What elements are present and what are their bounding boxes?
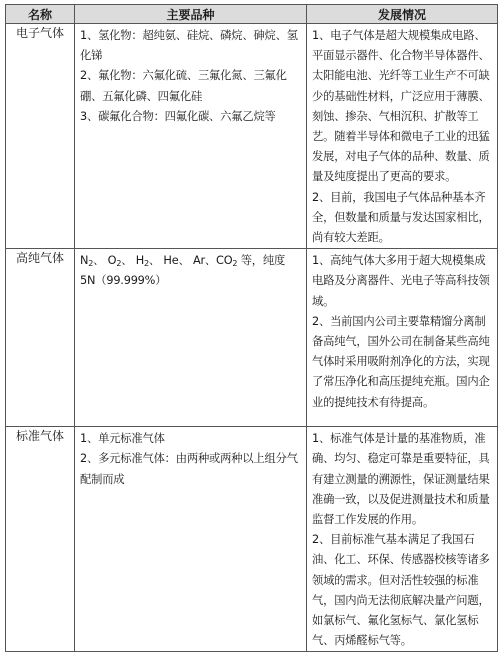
development-item: 1、高纯气体大多用于超大规模集成电路及分离器件、光电子等高科技领域。 — [312, 254, 490, 308]
variety-item: 1、氢化物：超纯氨、硅烷、磷烷、砷烷、氢化锑 — [80, 29, 298, 63]
row-name: 电子气体 — [6, 24, 75, 249]
development-cell — [307, 427, 498, 652]
varieties-cell — [75, 24, 307, 249]
row-name: 高纯气体 — [6, 249, 75, 427]
header-name: 名称 — [6, 5, 75, 24]
development-cell — [307, 24, 498, 249]
purity-text: 等，纯度 5N（99.999%） — [80, 254, 286, 288]
development-item: 2、目前，我国电子气体品种基本齐全，但数量和质量与发达国家相比，尚有较大差距。 — [312, 190, 490, 245]
variety-item: 2、多元标准气体：由两种或两种以上组分气配制而成 — [80, 452, 298, 486]
subscript: 2 — [116, 259, 122, 269]
variety-item: 2、氟化物：六氟化硫、三氟化氮、三氟化硼、五氟化磷、四氟化硅 — [80, 69, 287, 103]
formula-n2: N — [80, 254, 89, 268]
varieties-cell — [75, 249, 307, 427]
development-item: 2、目前标准气基本满足了我国石油、化工、环保、传感器校核等诸多领域的需求。但对活性较强的标准气，国内尚无法彻底解决量产问题，如氯标气、氟化氢标气、氯化氢标气、丙烯醛标气等。 — [312, 533, 490, 648]
subscript: 2 — [232, 259, 238, 269]
header-row — [6, 5, 498, 24]
formula-co2: 、 He、 Ar、CO — [148, 254, 233, 268]
development-cell — [307, 249, 498, 427]
variety-item: 3、碳氟化合物：四氟化碳、六氟乙烷等 — [80, 109, 276, 123]
table-row — [6, 427, 498, 652]
development-item: 1、电子气体是超大规模集成电路、平面显示器件、化合物半导体器件、太阳能电池、光纤等工业生产不可缺少的基础性材料，广泛应用于薄膜、刻蚀、掺杂、气相沉积、扩散等工艺。随着半导体和微电子工业的迅猛发展，对电子气体的品种、数量、质量及纯度提出了更高的要求。 — [312, 29, 490, 184]
development-item: 2、当前国内公司主要靠精馏分离制备高纯气，国外公司在制备某些高纯气体时采用吸附剂净化的方法，实现了常压净化和高压提纯充瓶。国内企业的提纯技术有待提高。 — [312, 314, 490, 409]
subscript: 2 — [88, 259, 94, 269]
variety-item — [80, 251, 303, 291]
gas-table — [5, 4, 498, 652]
formula-h2: 、 H — [121, 254, 145, 268]
table-row — [6, 249, 498, 427]
development-item: 1、标准气体是计量的基准物质，准确、均匀、稳定可靠是重要特征，具有建立测量的溯源性，保证测量结果准确一致，以及促进测量技术和质量监督工作发展的作用。 — [312, 432, 490, 527]
variety-item: 1、单元标准气体 — [80, 432, 165, 446]
varieties-cell — [75, 427, 307, 652]
formula-o2: 、 O — [93, 254, 117, 268]
header-development: 发展情况 — [307, 5, 498, 24]
table-row — [6, 24, 498, 249]
subscript: 2 — [144, 259, 149, 269]
header-varieties: 主要品种 — [75, 5, 307, 24]
row-name: 标准气体 — [6, 427, 75, 652]
